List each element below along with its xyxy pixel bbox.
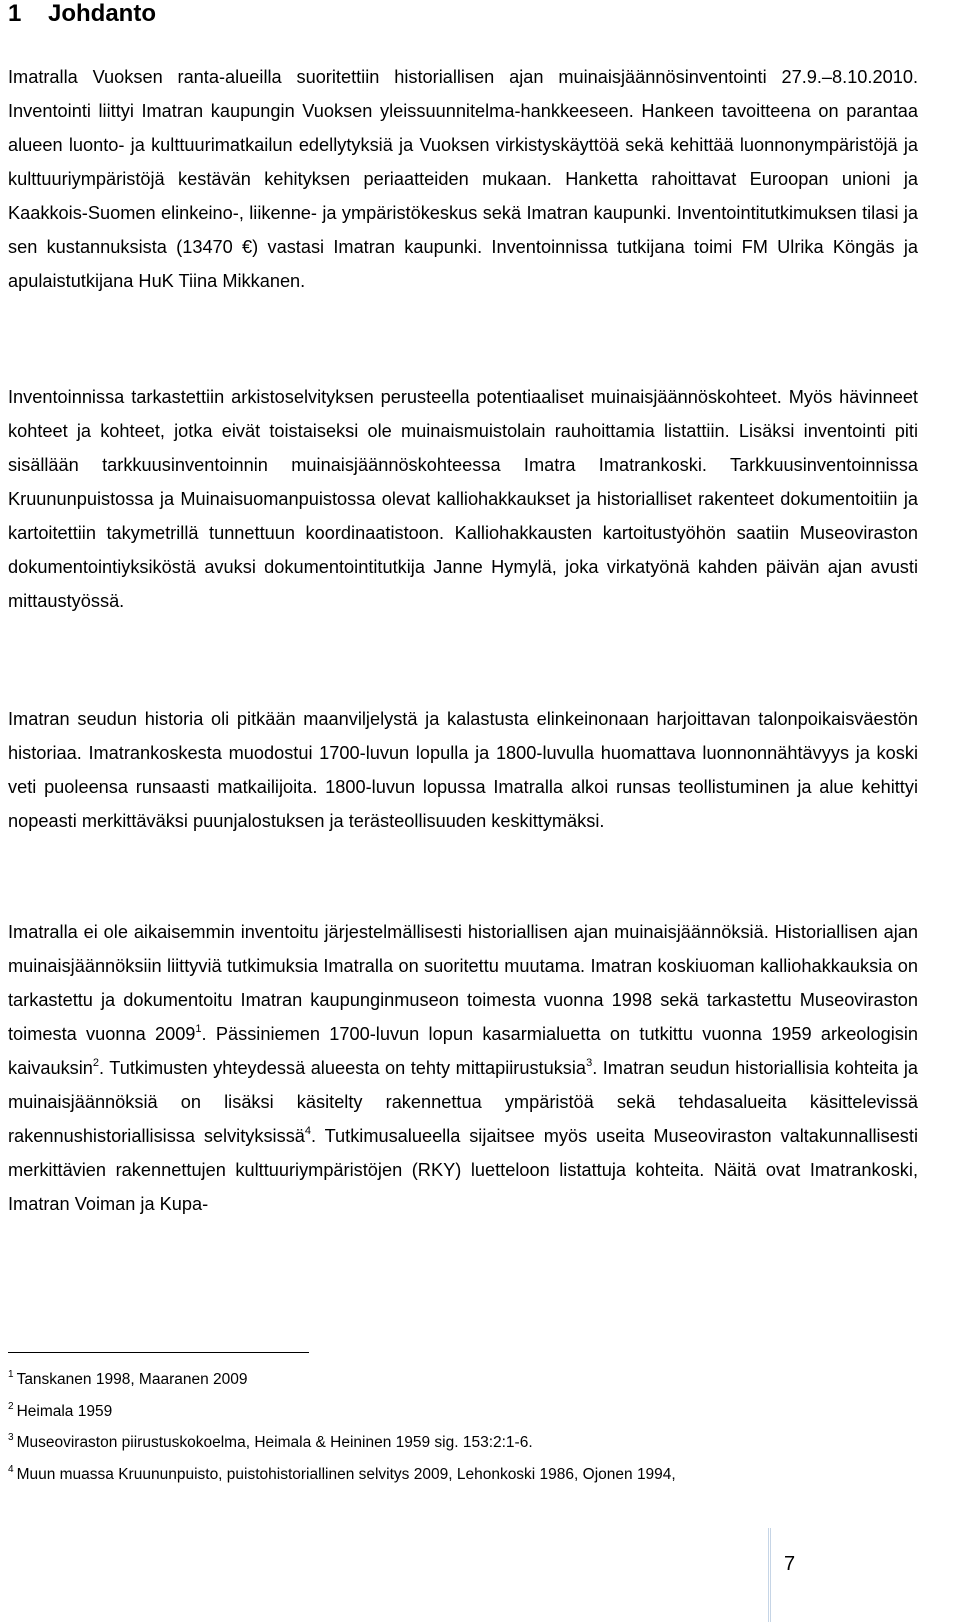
footnotes [8, 1362, 918, 1488]
footnote [8, 1394, 918, 1426]
paragraph-text: Imatran seudun historia oli pitkään maanviljelystä ja kalastusta elinkeinonaan harjoittavan talonpoikaisväestön historiaa. Imatrankoskesta muodostui 1700-luvun lopulla ja 1800-luvulla huomattava luonnonnähtävyys ja koski veti puoleensa runsaasti matkailijoita. 1800-luvun lopussa Imatralla alkoi runsas teollistuminen ja alue kehittyi nopeasti merkittäväksi puunjalostuksen ja terästeollisuuden keskittymäksi. [8, 709, 918, 831]
footnote-reference: 4 [304, 1125, 312, 1137]
footnote-text: Tanskanen 1998, Maaranen 2009 [16, 1371, 248, 1388]
footnote [8, 1362, 918, 1394]
paragraph-text: . Tutkimusalueella sijaitsee myös useita Museoviraston valtakunnallisesti merkittävien rakennettujen kulttuuriympäristöjen (RKY) luetteloon listattuja kohteita. Näitä ovat Imatrankoski, Imatran Voiman ja Kupa- [8, 1126, 918, 1214]
footnote [8, 1425, 918, 1457]
paragraph-text: . Pässiniemen 1700-luvun lopun kasarmialuetta on tutkittu vuonna 1959 arkeologisin kaivauksin [8, 1024, 918, 1078]
footnote [8, 1457, 918, 1489]
paragraph [8, 380, 918, 618]
footnote-mark: 1 [8, 1369, 14, 1380]
footnote-text: Muun muassa Kruununpuisto, puistohistoriallinen selvitys 2009, Lehonkoski 1986, Ojonen 1994, [16, 1465, 676, 1483]
paragraph [8, 60, 918, 298]
footnote-reference: 1 [195, 1023, 202, 1035]
page-number: 7 [784, 1553, 796, 1575]
footnote-text: Museoviraston piirustuskokoelma, Heimala & Heininen 1959 sig. 153:2:1-6. [16, 1434, 533, 1451]
paragraph-text: Imatralla ei ole aikaisemmin inventoitu järjestelmällisesti historiallisen ajan muinaisjäännöksiä. Historiallisen ajan muinaisjäännöksiin liittyviä tutkimuksia Imatralla on suoritettu muutama. Imatran koskiuoman kalliohakkauksia on tarkastettu ja dokumentoitu Imatran kaupunginmuseon toimesta vuonna 1998 sekä tarkastettu Museoviraston toimesta vuonna 2009 [8, 922, 918, 1044]
section-number: 1 [8, 0, 22, 27]
paragraph [8, 702, 918, 838]
paragraph-text: Imatralla Vuoksen ranta-alueilla suoritettiin historiallisen ajan muinaisjäännösinventointi 27.9.–8.10.2010. Inventointi liittyi Imatran kaupungin Vuoksen yleissuunnitelma-hankkeeseen. Hankeen tavoitteena on parantaa alueen luonto- ja kulttuurimatkailun edellytyksiä ja Vuoksen virkistyskäyttöä sekä kehittää luonnonympäristöjä ja kulttuuriympäristöjä kestävän kehityksen periaatteiden mukaan. Hanketta rahoittavat Euroopan unioni ja Kaakkois-Suomen elinkeino-, liikenne- ja ympäristökeskus sekä Imatran kaupunki. Inventointitutkimuksen tilasi ja sen kustannuksista (13470 €) vastasi Imatran kaupunki. Inventoinnissa tutkijana toimi FM Ulrika Köngäs ja apulaistutkijana HuK Tiina Mikkanen. [8, 67, 918, 291]
page-number-divider [768, 1528, 772, 1622]
paragraph [8, 915, 918, 1221]
footnote-reference: 3 [586, 1057, 593, 1069]
footnote-separator [8, 1352, 309, 1353]
section-title: Johdanto [48, 0, 156, 27]
paragraph-text: . Tutkimusten yhteydessä alueesta on tehty mittapiirustuksia [99, 1058, 587, 1078]
paragraph-text: Inventoinnissa tarkastettiin arkistoselvityksen perusteella potentiaaliset muinaisjäännöskohteet. Myös hävinneet kohteet ja kohteet, jotka eivät toistaiseksi ole muinaismuistolain rauhoittamia listattiin. Lisäksi inventointi piti sisällään tarkkuusinventoinnin muinaisjäännöskohteessa Imatra Imatrankoski. Tarkkuusinventoinnissa Kruununpuistossa ja Muinaisuomanpuistossa olevat kalliohakkaukset ja historialliset rakenteet dokumentoitiin ja kartoitettiin takymetrillä tunnettuun koordinaatistoon. Kalliohakkausten kartoitustyöhön saatiin Museoviraston dokumentointiyksiköstä avuksi dokumentointitutkija Janne Hymylä, joka virkatyönä kahden päivän ajan avusti mittaustyössä. [8, 387, 918, 611]
footnote-text: Heimala 1959 [16, 1402, 113, 1420]
footnote-reference: 2 [92, 1057, 100, 1069]
paragraph-text: . Imatran seudun historiallisia kohteita ja muinaisjäännöksiä on lisäksi käsitelty rakennettua ympäristöä sekä tehdasalueita käsittelevissä rakennushistoriallisissa selvityksissä [8, 1058, 918, 1146]
footnote-mark: 3 [8, 1432, 14, 1443]
footnote-mark: 4 [8, 1463, 14, 1475]
section-heading [8, 0, 156, 28]
footnote-mark: 2 [8, 1400, 14, 1412]
